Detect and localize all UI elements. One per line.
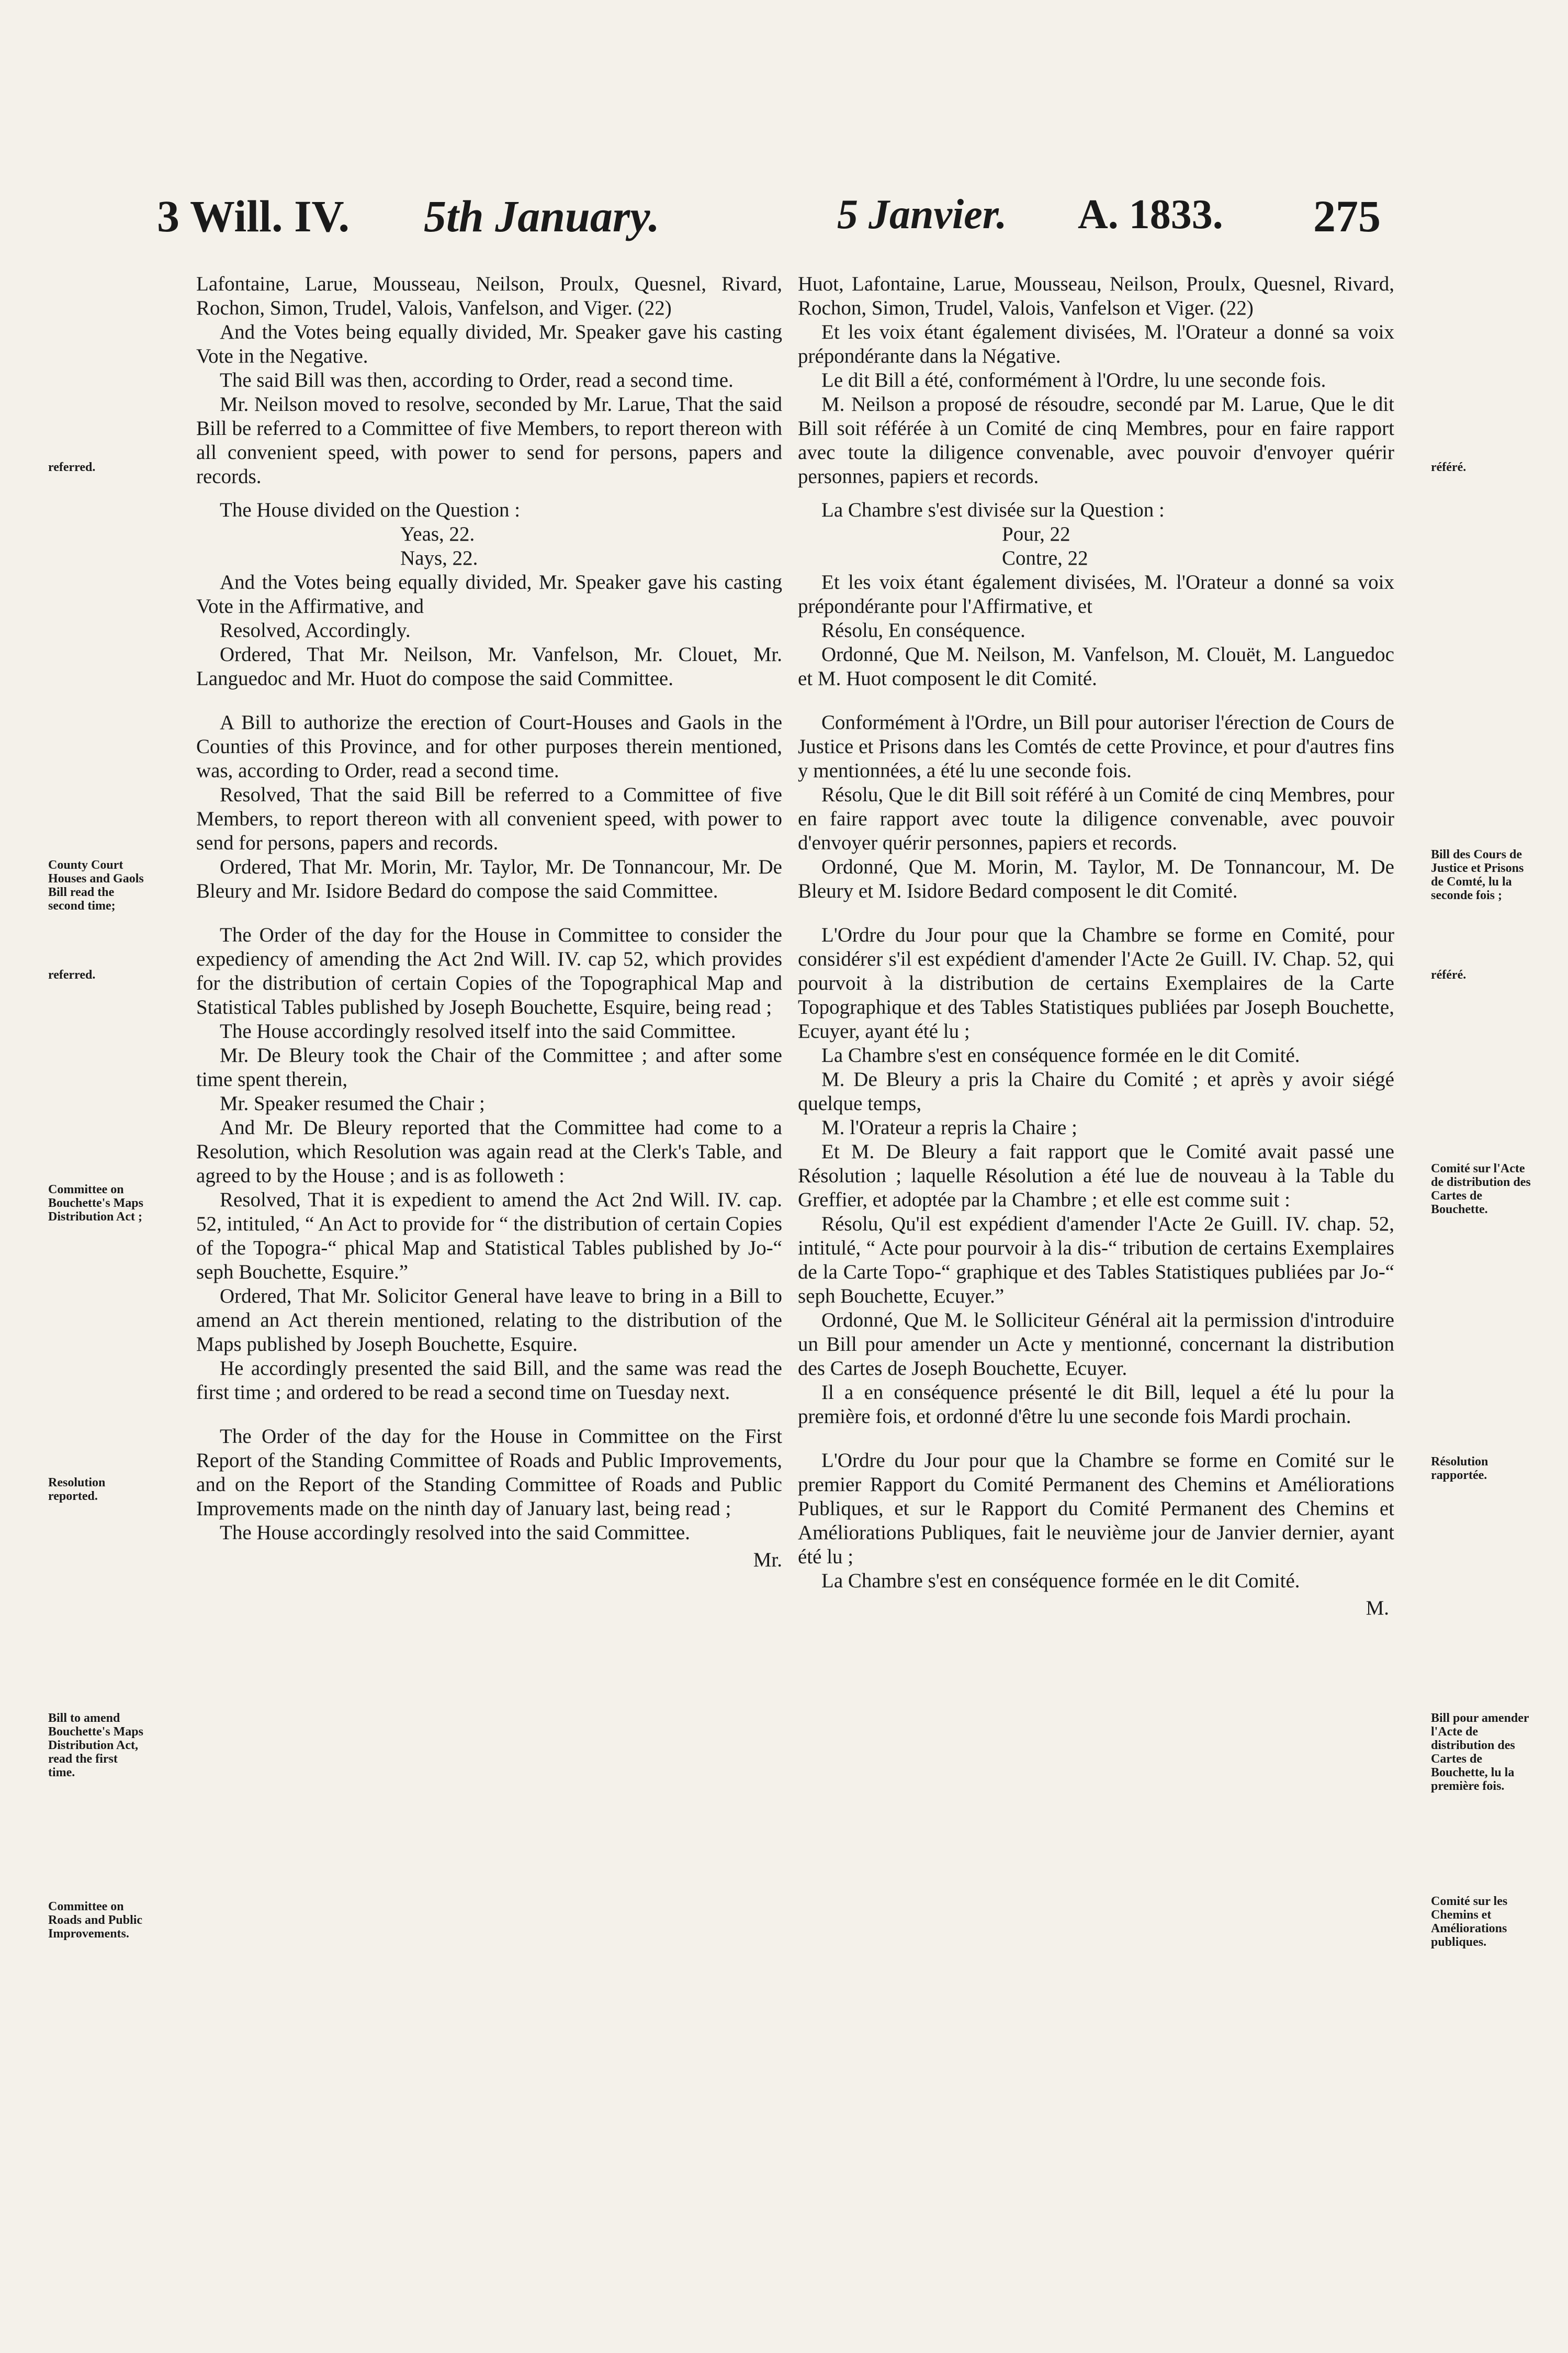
fr-casting-vote: Et les voix étant également divisées, M. l'Orateur a donné sa voix prépondérante pour l'Affirmative, et <box>798 571 1394 618</box>
en-court-houses-bill: A Bill to authorize the erection of Court-Houses and Gaols in the Counties of this Province, and for other purposes therein mentioned, was, according to Order, read a second time. <box>196 711 782 782</box>
fr-resolution-text: Résolu, Qu'il est expédient d'amender l'Acte 2e Guill. IV. chap. 52, intitulé, “ Acte pour pourvoir à la dis-“ tribution de certains Exemplaires de la Carte Topo-“ graphique et des Tables Statistiques publiées par Jo-“ seph Bouchette, Ecuyer.” <box>798 1213 1394 1307</box>
fr-chair-taken: M. De Bleury a pris la Chaire du Comité ; et après y avoir siégé quelque temps, <box>798 1068 1394 1115</box>
en-nays: Nays, 22. <box>400 547 478 569</box>
fr-second-reading: Le dit Bill a été, conformément à l'Ordre, lu une seconde fois. <box>821 369 1326 391</box>
french-column <box>798 272 1394 1620</box>
fr-cours-justice-bill: Conformément à l'Ordre, un Bill pour autoriser l'érection de Cours de Justice et Prisons dans les Comtés de cette Province, et pour d'autres fins y mentionnées, a été lu une seconde fois. <box>798 711 1394 782</box>
margin-note-fr-comite-bouchette: Comité sur l'Acte de distribution des Cartes de Bouchette. <box>1431 1162 1531 1216</box>
en-resolved-accordingly: Resolved, Accordingly. <box>220 619 411 642</box>
en-catchword: Mr. <box>753 1549 782 1571</box>
fr-resolu-consequence: Résolu, En conséquence. <box>821 619 1025 642</box>
en-bill-presented: He accordingly presented the said Bill, and the same was read the first time ; and ordered to be read a second time on Tuesday next. <box>196 1357 782 1404</box>
margin-note-fr-cours-justice-bill: Bill des Cours de Justice et Prisons de Comté, lu la seconde fois ; <box>1431 848 1524 902</box>
fr-bouchette-order: L'Ordre du Jour pour que la Chambre se forme en Comité, pour considérer s'il est expédient d'amender l'Acte 2e Guill. IV. Chap. 52, qui pourvoit à la distribution de certains Exemplaires de la Carte Topographique et des Tables Statistiques publiées par Joseph Bouchette, Ecuyer, ayant été lu ; <box>798 924 1394 1043</box>
en-voters-list: Lafontaine, Larue, Mousseau, Neilson, Proulx, Quesnel, Rivard, Rochon, Simon, Trudel, Valois, Vanfelson, and Viger. (22) <box>196 273 782 319</box>
margin-note-en-bouchette-bill: Bill to amend Bouchette's Maps Distribution Act, read the first time. <box>48 1711 143 1779</box>
margin-note-en-referred-2: referred. <box>48 968 96 982</box>
en-bouchette-order: The Order of the day for the House in Committee to consider the expediency of amending the Act 2nd Will. IV. cap 52, which provides for the distribution of certain Copies of the Topographical Map and Statistical Tables published by Joseph Bouchette, Esquire, being read ; <box>196 924 782 1018</box>
margin-note-fr-comite-chemins: Comité sur les Chemins et Améliorations publiques. <box>1431 1895 1508 1949</box>
en-chair-taken: Mr. De Bleury took the Chair of the Committee ; and after some time spent therein, <box>196 1044 782 1091</box>
page-number: 275 <box>1313 191 1381 241</box>
fr-roads-order: L'Ordre du Jour pour que la Chambre se forme en Comité sur le premier Rapport du Comité Permanent des Chemins et Améliorations Publiques, et sur le Rapport du Comité Permanent des Chemins et Améliorations Publiques, fait le neuvième jour de Janvier dernier, ayant été lu ; <box>798 1449 1394 1568</box>
margin-note-en-referred-1: referred. <box>48 461 96 474</box>
margin-note-fr-resolution-rapportee: Résolution rapportée. <box>1431 1455 1488 1482</box>
english-column <box>196 272 782 1572</box>
en-committee-ordered: Ordered, That Mr. Neilson, Mr. Vanfelson, Mr. Clouet, Mr. Languedoc and Mr. Huot do compose the said Committee. <box>196 643 782 690</box>
en-resolution-text: Resolved, That it is expedient to amend the Act 2nd Will. IV. cap. 52, intituled, “ An Act to provide for “ the distribution of certain Copies of the Topogra-“ phical Map and Statistical Tables published by Jo-“ seph Bouchette, Esquire.” <box>196 1189 782 1283</box>
en-house-in-committee: The House accordingly resolved itself into the said Committee. <box>220 1020 736 1043</box>
margin-note-fr-refere-2: référé. <box>1431 968 1467 982</box>
margin-note-fr-refere-1: référé. <box>1431 461 1467 474</box>
en-house-divided: The House divided on the Question : <box>220 499 521 521</box>
fr-cours-justice-comite: Ordonné, Que M. Morin, M. Taylor, M. De Tonnancour, M. De Bleury et M. Isidore Bedard composent le dit Comité. <box>798 856 1394 902</box>
fr-committee-ordered: Ordonné, Que M. Neilson, M. Vanfelson, M. Clouët, M. Languedoc et M. Huot composent le dit Comité. <box>798 643 1394 690</box>
margin-note-fr-bill-bouchette: Bill pour amender l'Acte de distribution des Cartes de Bouchette, lu la première fois. <box>1431 1711 1529 1793</box>
en-court-houses-committee: Ordered, That Mr. Morin, Mr. Taylor, Mr. De Tonnancour, Mr. De Bleury and Mr. Isidore Bedard do compose the said Committee. <box>196 856 782 902</box>
fr-house-in-committee: La Chambre s'est en conséquence formée en le dit Comité. <box>821 1044 1300 1067</box>
en-motion-refer: Mr. Neilson moved to resolve, seconded by Mr. Larue, That the said Bill be referred to a Committee of five Members, to report thereon with all convenient speed, with power to send for persons, papers and records. <box>196 393 782 488</box>
date-french: 5 Janvier. <box>837 192 1007 238</box>
margin-note-en-court-houses-bill: County Court Houses and Gaols Bill read the second time; <box>48 858 144 913</box>
en-court-houses-referred: Resolved, That the said Bill be referred to a Committee of five Members, to report thereon with all convenient speed, with power to send for persons, papers and records. <box>196 783 782 854</box>
date-english: 5th January. <box>424 191 660 241</box>
regnal-year: 3 Will. IV. <box>157 191 350 241</box>
fr-speaker-resumed: M. l'Orateur a repris la Chaire ; <box>821 1116 1077 1139</box>
margin-note-en-resolution-reported: Resolution reported. <box>48 1476 106 1503</box>
fr-house-divided: La Chambre s'est divisée sur la Question : <box>821 499 1165 521</box>
en-second-reading: The said Bill was then, according to Order, read a second time. <box>220 369 734 391</box>
en-resolution-reported: And Mr. De Bleury reported that the Committee had come to a Resolution, which Resolution was again read at the Clerk's Table, and agreed to by the House ; and is as followeth : <box>196 1116 782 1187</box>
en-roads-committee: The House accordingly resolved into the said Committee. <box>220 1521 690 1544</box>
en-speaker-resumed: Mr. Speaker resumed the Chair ; <box>220 1092 485 1115</box>
en-casting-vote: And the Votes being equally divided, Mr. Speaker gave his casting Vote in the Affirmative, and <box>196 571 782 618</box>
en-votes-divided: And the Votes being equally divided, Mr. Speaker gave his casting Vote in the Negative. <box>196 321 782 367</box>
fr-bill-presented: Il a en conséquence présenté le dit Bill, lequel a été lu pour la première fois, et ordonné d'être lu une seconde fois Mardi prochain. <box>798 1381 1394 1428</box>
year: A. 1833. <box>1078 192 1223 238</box>
margin-note-en-bouchette-committee: Committee on Bouchette's Maps Distribution Act ; <box>48 1183 143 1224</box>
fr-votes-divided: Et les voix étant également divisées, M. l'Orateur a donné sa voix prépondérante dans la Négative. <box>798 321 1394 367</box>
margin-note-en-roads-committee: Committee on Roads and Public Improvements. <box>48 1900 143 1941</box>
fr-leave-bill: Ordonné, Que M. le Solliciteur Général ait la permission d'introduire un Bill pour amender un Acte y mentionné, concernant la distribution des Cartes de Joseph Bouchette, Ecuyer. <box>798 1309 1394 1380</box>
fr-contre: Contre, 22 <box>1002 547 1088 569</box>
en-roads-order: The Order of the day for the House in Committee on the First Report of the Standing Committee of Roads and Public Improvements, and on the Report of the Standing Committee of Roads and Public Improvements made on the ninth day of January last, being read ; <box>196 1425 782 1520</box>
fr-catchword: M. <box>1366 1597 1389 1619</box>
fr-cours-justice-refere: Résolu, Que le dit Bill soit référé à un Comité de cinq Membres, pour en faire rapport avec toute la diligence convenable, avec pouvoir d'envoyer quérir personnes, papiers et records. <box>798 783 1394 854</box>
fr-resolution-reported: Et M. De Bleury a fait rapport que le Comité avait passé une Résolution ; laquelle Résolution a été lue de nouveau à la Table du Greffier, et adoptée par la Chambre ; et elle est comme suit : <box>798 1140 1394 1211</box>
fr-motion-refer: M. Neilson a proposé de résoudre, secondé par M. Larue, Que le dit Bill soit référée à un Comité de cinq Membres, pour en faire rapport avec toute la diligence convenable, avec pouvoir d'envoyer quérir personnes, papiers et records. <box>798 393 1394 488</box>
en-leave-bill: Ordered, That Mr. Solicitor General have leave to bring in a Bill to amend an Act therein mentioned, relating to the distribution of the Maps published by Joseph Bouchette, Esquire. <box>196 1285 782 1355</box>
fr-pour: Pour, 22 <box>1002 523 1070 545</box>
en-yeas: Yeas, 22. <box>400 523 475 545</box>
fr-voters-list: Huot, Lafontaine, Larue, Mousseau, Neilson, Proulx, Quesnel, Rivard, Rochon, Simon, Trudel, Valois, Vanfelson et Viger. (22) <box>798 273 1394 319</box>
fr-roads-committee: La Chambre s'est en conséquence formée en le dit Comité. <box>821 1570 1300 1592</box>
